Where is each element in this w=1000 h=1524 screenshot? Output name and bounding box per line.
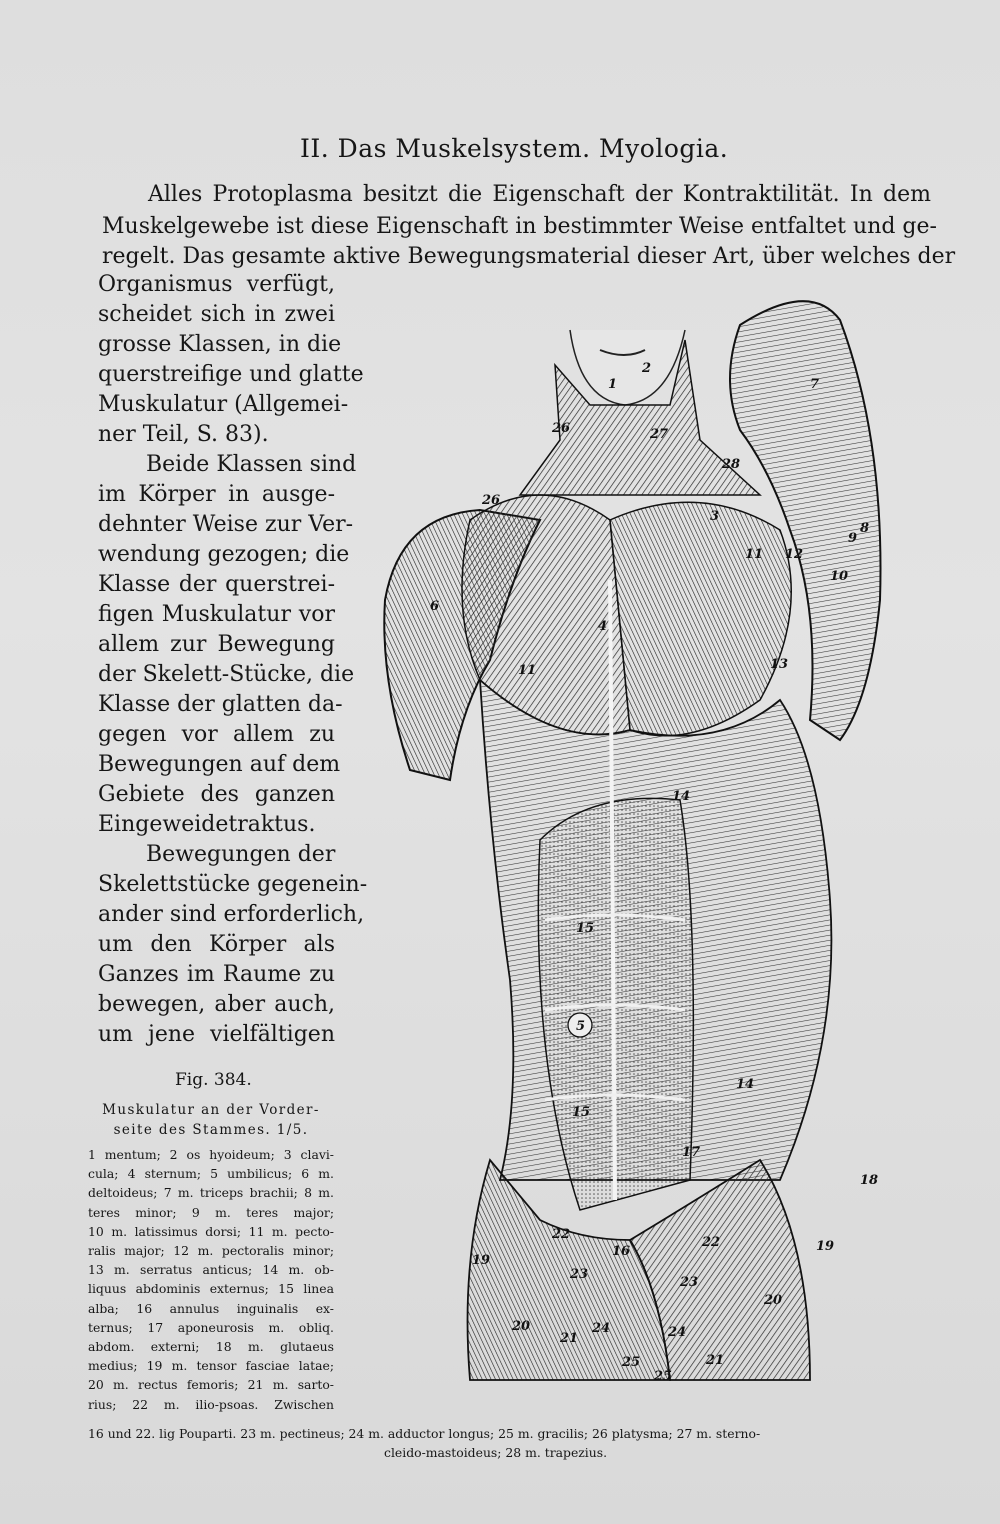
label: 14 <box>736 1077 755 1092</box>
intro-line: Alles Protoplasma besitzt die Eigenschaft der Kontraktilität. In dem <box>148 182 931 207</box>
text-column <box>98 270 368 1050</box>
column-line: Bewegungen der <box>146 842 336 867</box>
legend-line: ternus; 17 aponeurosis m. obliq. <box>88 1319 334 1335</box>
column-line: um den Körper als <box>98 932 335 957</box>
label: 2 <box>642 361 652 376</box>
legend-line: 1 mentum; 2 os hyoideum; 3 clavi- <box>88 1147 334 1162</box>
column-line: Bewegungen auf dem <box>98 752 341 777</box>
label: 11 <box>745 547 764 562</box>
column-line: der Skelett-Stücke, die <box>98 662 355 687</box>
label: 3 <box>710 509 720 524</box>
legend-line: 13 m. serratus anticus; 14 m. ob- <box>88 1262 334 1278</box>
legend-line: 20 m. rectus femoris; 21 m. sarto- <box>88 1377 334 1393</box>
column-line: ner Teil, S. 83). <box>98 422 269 447</box>
legend-line: rius; 22 m. ilio-psoas. Zwischen <box>88 1396 334 1412</box>
label: 5 <box>576 1019 586 1034</box>
column-line: Klasse der querstrei- <box>98 572 335 597</box>
legend-line: abdom. externi; 18 m. glutaeus <box>88 1339 334 1355</box>
column-line: Muskulatur (Allgemei- <box>98 392 349 417</box>
legend-line: alba; 16 annulus inguinalis ex- <box>88 1300 334 1316</box>
legend-line: cula; 4 sternum; 5 umbilicus; 6 m. <box>88 1166 334 1182</box>
column-line: Organismus verfügt, <box>98 272 335 297</box>
label: 23 <box>570 1267 589 1282</box>
label: 7 <box>810 377 820 392</box>
label: 24 <box>592 1321 611 1336</box>
column-line: figen Muskulatur vor <box>98 602 335 627</box>
column-line: im Körper in ausge- <box>98 482 335 507</box>
label: 26 <box>482 493 501 508</box>
label: 26 <box>552 421 571 436</box>
chapter-heading: II. Das Muskelsystem. Myologia. <box>300 134 729 163</box>
chin-outline <box>570 330 685 405</box>
legend-line: 16 und 22. lig Pouparti. 23 m. pectineus; 24 m. adductor longus; 25 m. gracilis; 26 platysma; 27 m. sterno- <box>88 1426 761 1441</box>
column-line: Beide Klassen sind <box>146 452 357 477</box>
column-line: Gebiete des ganzen <box>98 782 335 807</box>
column-line: ander sind erforderlich, <box>98 902 365 927</box>
figure-caption-title <box>88 1100 334 1140</box>
label: 10 <box>830 569 849 584</box>
column-line: grosse Klassen, in die <box>98 332 342 357</box>
label: 19 <box>472 1253 491 1268</box>
label: 22 <box>552 1227 571 1242</box>
label: 12 <box>785 547 804 562</box>
legend-line: ralis major; 12 m. pectoralis minor; <box>88 1243 334 1259</box>
label: 20 <box>764 1293 783 1308</box>
column-line: scheidet sich in zwei <box>98 302 335 327</box>
label: 25 <box>622 1355 641 1370</box>
column-line: dehnter Weise zur Ver- <box>98 512 354 537</box>
label: 14 <box>672 789 691 804</box>
column-line: querstreifige und glatte <box>98 362 364 387</box>
column-line: Klasse der glatten da- <box>98 692 343 717</box>
label: 13 <box>770 657 789 672</box>
label: 21 <box>560 1331 579 1346</box>
label: 17 <box>682 1145 701 1160</box>
label: 22 <box>702 1235 721 1250</box>
column-line: allem zur Bewegung <box>98 632 335 657</box>
figure-legend <box>88 1145 334 1414</box>
column-line: um jene vielfältigen <box>98 1022 335 1047</box>
label: 1 <box>608 377 618 392</box>
torso-muscle-illustration <box>340 280 940 1430</box>
label: 19 <box>816 1239 835 1254</box>
label: 20 <box>512 1319 531 1334</box>
column-line: bewegen, aber auch, <box>98 992 335 1017</box>
column-line: wendung gezogen; die <box>98 542 350 567</box>
column-line: Eingeweidetraktus. <box>98 812 316 837</box>
legend-line: liquus abdominis externus; 15 linea <box>88 1281 334 1297</box>
label: 23 <box>680 1275 699 1290</box>
column-line: Skelettstücke gegenein- <box>98 872 368 897</box>
label: 25 <box>654 1369 673 1384</box>
caption-title-line: Muskulatur an der Vorder- <box>102 1102 320 1118</box>
figure-number: Fig. 384. <box>175 1070 252 1090</box>
legend-line: medius; 19 m. tensor fasciae latae; <box>88 1358 334 1374</box>
label: 24 <box>668 1325 687 1340</box>
label: 6 <box>430 599 440 614</box>
label: 27 <box>650 427 669 442</box>
label: 18 <box>860 1173 879 1188</box>
label: 8 <box>860 521 870 536</box>
label: 21 <box>706 1353 725 1368</box>
intro-line: Muskelgewebe ist diese Eigenschaft in bestimmter Weise entfaltet und ge- <box>102 214 937 239</box>
label: 28 <box>722 457 741 472</box>
label: 15 <box>572 1105 591 1120</box>
intro-line: regelt. Das gesamte aktive Bewegungsmaterial dieser Art, über welches der <box>102 244 956 269</box>
legend-line: cleido-mastoideus; 28 m. trapezius. <box>384 1445 608 1461</box>
column-line: Ganzes im Raume zu <box>98 962 335 987</box>
label: 15 <box>576 921 595 936</box>
legend-line: deltoideus; 7 m. triceps brachii; 8 m. <box>88 1185 334 1201</box>
label: 4 <box>598 619 608 634</box>
label: 9 <box>848 531 858 546</box>
column-line: gegen vor allem zu <box>98 722 335 747</box>
label: 11 <box>518 663 537 678</box>
legend-line: 10 m. latissimus dorsi; 11 m. pecto- <box>88 1223 334 1239</box>
legend-line: teres minor; 9 m. teres major; <box>88 1204 334 1220</box>
caption-title-line: seite des Stammes. 1/5. <box>113 1122 309 1138</box>
pectoralis-left <box>610 502 791 735</box>
label: 16 <box>612 1244 631 1259</box>
